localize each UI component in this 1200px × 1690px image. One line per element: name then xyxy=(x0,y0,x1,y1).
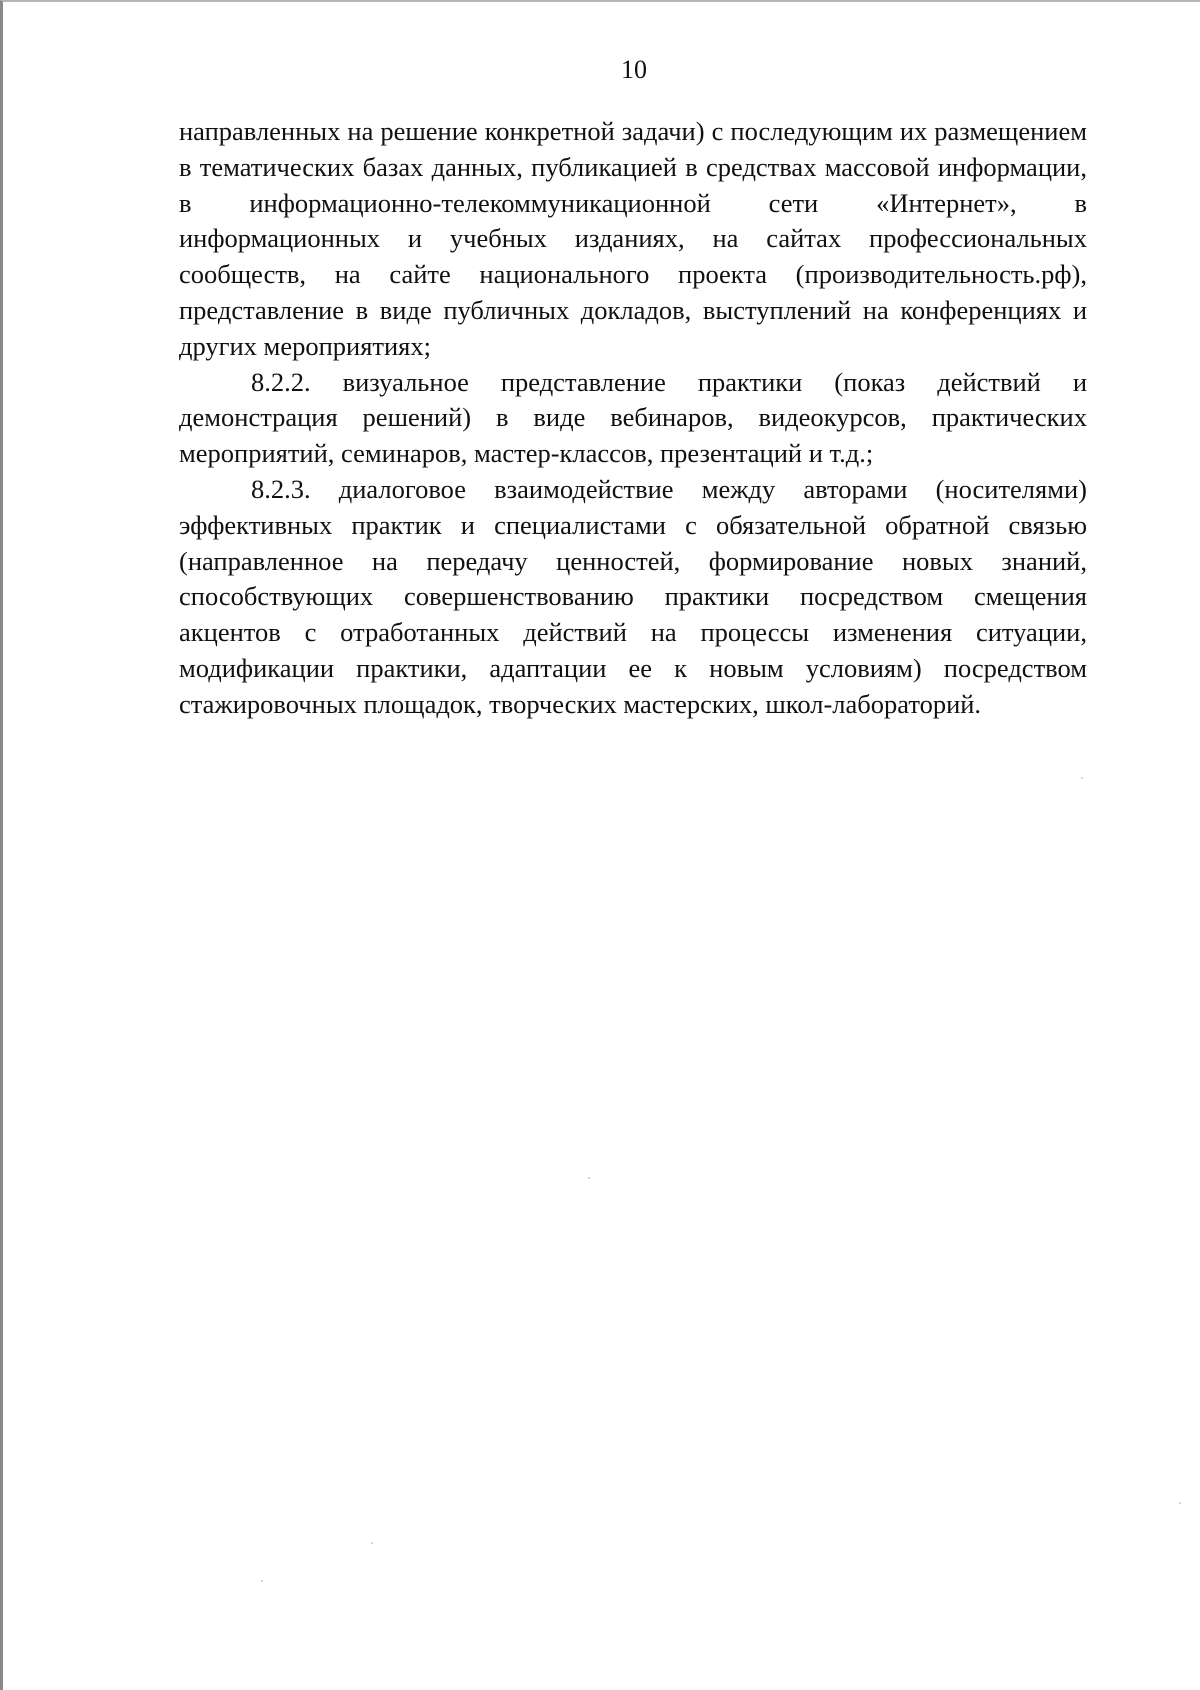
scan-speck xyxy=(1179,1502,1181,1504)
scan-speck xyxy=(588,1177,590,1179)
scan-speck xyxy=(1081,777,1083,779)
page-number: 10 xyxy=(621,55,647,84)
paragraph-8-2-3: 8.2.3. диалоговое взаимодействие между авторами (носителями) эффективных практик и специалистами с обязательной обратной связью (направленное на передачу ценностей, формирование новых знаний, способствующих совершенствованию практики посредством смещения акцентов с отработанных действий на процессы изменения ситуации, модификации практики, адаптации ее к новым условиям) посредством стажировочных площадок, творческих мастерских, школ-лабораторий. xyxy=(179,473,1087,719)
scan-speck xyxy=(371,1542,373,1544)
document-body xyxy=(179,114,1087,723)
scan-speck xyxy=(261,1580,263,1582)
paragraph-continuation: направленных на решение конкретной задачи) с последующим их размещением в тематических базах данных, публикацией в средствах массовой информации, в информационно-телекоммуникационной сети «Интернет», в информационных и учебных изданиях, на сайтах профессиональных сообществ, на сайте национального проекта (производительность.рф), представление в виде публичных докладов, выступлений на конференциях и других мероприятиях; xyxy=(179,116,1087,361)
paragraph-8-2-2: 8.2.2. визуальное представление практики (показ действий и демонстрация решений) в виде вебинаров, видеокурсов, практических мероприятий, семинаров, мастер-классов, презентаций и т.д.; xyxy=(179,366,1087,469)
